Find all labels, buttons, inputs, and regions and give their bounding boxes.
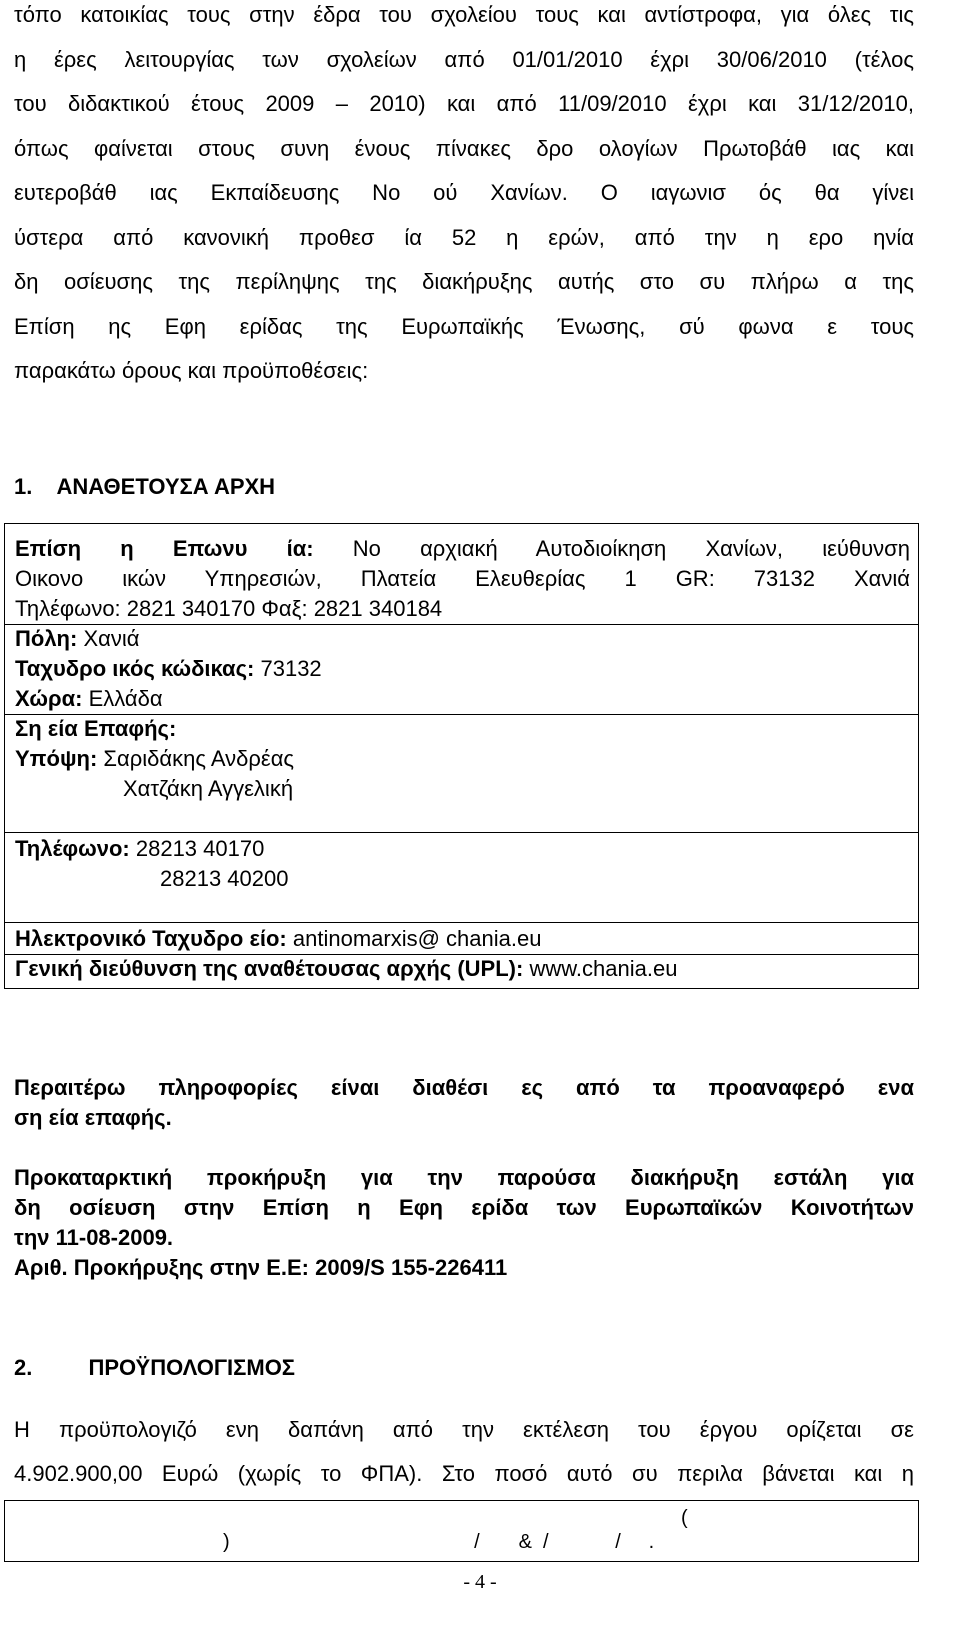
phone-row-2: 28213 40200 (160, 866, 289, 891)
row-divider (5, 922, 918, 923)
phone-fax-row: Τηλέφωνο: 2821 340170 Φαξ: 2821 340184 (15, 596, 443, 621)
intro-line: παρακάτω όρους και προϋποθέσεις: (14, 358, 369, 383)
email-row: Ηλεκτρονικό Ταχυδρο είο: antinomarxis@ chania.eu (15, 926, 542, 951)
intro-line: όπως φαίνεται στους συνη ένους πίνακες δρο ολογίων Πρωτοβάθ ιας και (14, 135, 914, 161)
attention-row-2: Χατζάκη Αγγελική (123, 776, 294, 801)
row-divider (5, 832, 918, 833)
section-title: ΑΝΑΘΕΤΟΥΣΑ ΑΡΧΗ (56, 474, 276, 499)
intro-line: τόπο κατοικίας τους στην έδρα του σχολείου τους και αντίστροφα, για όλες τις (14, 2, 914, 27)
intro-line: δη οσίευσης της περίληψης της διακήρυξης αυτής στο συ πλήρω α της (14, 269, 914, 294)
contracting-authority-box (4, 523, 919, 989)
more-info-paragraph: Περαιτέρω πληροφορίες είναι διαθέσι ες από τα προαναφερό ενα ση εία επαφής. (14, 1075, 914, 1130)
section-number: 2. (14, 1355, 33, 1380)
section-number: 1. (14, 474, 33, 499)
intro-paragraph (14, 0, 914, 401)
section-2-heading (14, 1355, 295, 1381)
intro-line: ύστερα από κανονική προθεσ ία 52 η ερών, από την η ερο ηνία (14, 224, 914, 250)
intro-line: η έρες λειτουργίας των σχολείων από 01/01/2010 έχρι 30/06/2010 (τέλος (14, 46, 914, 72)
official-name-row: Επίση η Επωνυ ία: Νο αρχιακή Αυτοδιοίκηση Χανίων, ιεύθυνση (15, 536, 910, 561)
country-row: Χώρα: Ελλάδα (15, 686, 163, 711)
prior-notice-paragraph: Προκαταρκτική προκήρυξη για την παρούσα διακήρυξη εστάλη για δη οσίευση στην Επίση η Εφη ερίδα των Ευρωπαϊκών Κοινοτήτων την 11-08-2009. Αριθ. Προκήρυξης στην Ε.Ε: 2009/S 155-226411 (14, 1165, 914, 1280)
postal-code-row: Ταχυδρο ικός κώδικας: 73132 (15, 656, 322, 681)
attention-row: Υπόψη: Σαριδάκης Ανδρέας (15, 746, 295, 771)
intro-line: ευτεροβάθ ιας Εκπαίδευσης Νο ού Χανίων. Ο ιαγωνισ ός θα γίνει (14, 180, 914, 205)
contact-points-row: Ση εία Επαφής: (15, 716, 177, 741)
url-row: Γενική διεύθυνση της αναθέτουσας αρχής (UPL): www.chania.eu (15, 956, 678, 981)
footer-box: ( ) / & / / . (4, 1500, 919, 1562)
page-number: - 4 - (463, 1571, 497, 1593)
intro-line: Επίση ης Εφη ερίδας της Ευρωπαϊκής Ένωσης, σύ φωνα ε τους (14, 313, 914, 339)
city-row: Πόλη: Χανιά (15, 626, 140, 651)
intro-line: του διδακτικού έτους 2009 – 2010) και από 11/09/2010 έχρι και 31/12/2010, (14, 91, 914, 116)
section-1-heading (14, 474, 275, 500)
budget-paragraph: Η προϋπολογιζό ενη δαπάνη από την εκτέλεση του έργου ορίζεται σε 4.902.900,00 Ευρώ (χωρίς το ΦΠΑ). Στο ποσό αυτό συ περιλα βάνεται και η (14, 1417, 914, 1486)
phone-row: Τηλέφωνο: 28213 40170 (15, 836, 265, 861)
section-title: ΠΡΟΫΠΟΛΟΓΙΣΜΟΣ (88, 1355, 296, 1380)
address-row: Οικονο ικών Υπηρεσιών, Πλατεία Ελευθερίας 1 GR: 73132 Χανιά (15, 566, 910, 591)
